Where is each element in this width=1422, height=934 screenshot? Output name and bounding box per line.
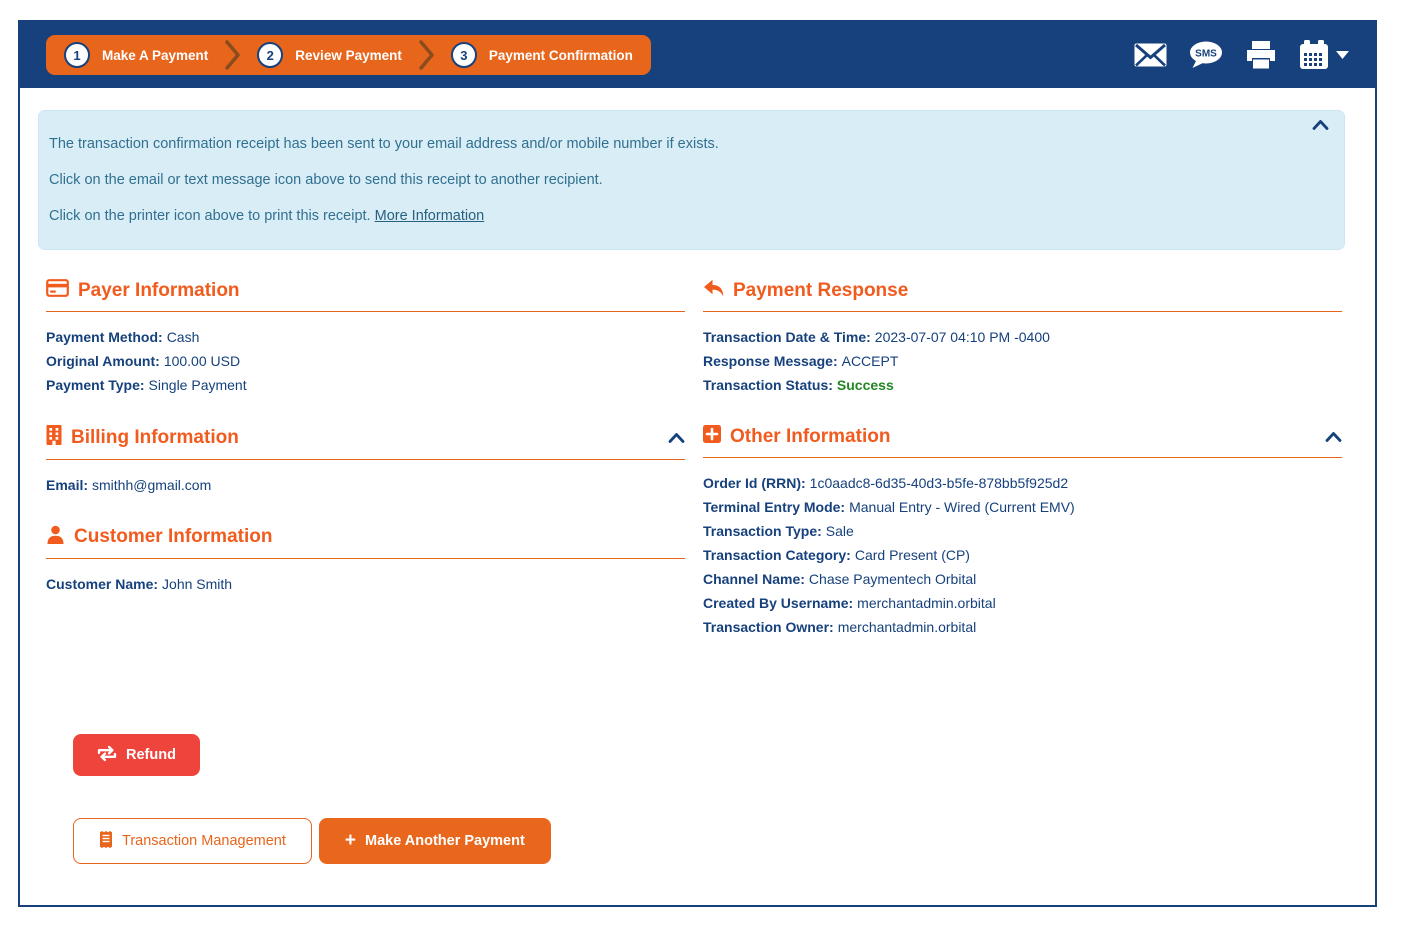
field-order-id: Order Id (RRN): 1c0aadc8-6d35-40d3-b5fe-878bb5f925d2 — [703, 475, 1069, 491]
transaction-status-success-value: Success — [836, 377, 894, 393]
make-another-payment-label: Make Another Payment — [365, 833, 525, 849]
billing-information-title: Billing Information — [71, 426, 239, 448]
step-review-payment[interactable] — [257, 42, 402, 68]
field-customer-name: Customer Name: John Smith — [46, 576, 233, 592]
field-original-amount: Original Amount: 100.00 USD — [46, 353, 241, 369]
step-2-number: 2 — [257, 42, 283, 68]
field-created-by-username: Created By Username: merchantadmin.orbital — [703, 595, 996, 611]
field-transaction-type: Transaction Type: Sale — [703, 523, 854, 539]
other-information-header — [703, 425, 1342, 458]
receipt-details — [20, 250, 1375, 640]
caret-down-icon — [1336, 46, 1349, 64]
actions-row — [73, 818, 1375, 864]
other-information-fields — [703, 458, 1342, 640]
reply-arrow-icon — [703, 279, 724, 302]
chevron-right-separator-icon — [419, 40, 434, 70]
transaction-management-button[interactable] — [73, 818, 312, 864]
calendar-icon — [1299, 40, 1329, 70]
alert-collapse-chevron-up-icon[interactable] — [1312, 120, 1329, 130]
top-navigation-bar — [20, 22, 1375, 88]
alert-line-1: The transaction confirmation receipt has been sent to your email address and/or mobile number if exists. — [49, 136, 719, 152]
field-transaction-status: Transaction Status: Success — [703, 377, 894, 393]
plus-square-icon — [703, 425, 721, 448]
field-terminal-entry-mode: Terminal Entry Mode: Manual Entry - Wired (Current EMV) — [703, 499, 1075, 515]
receipt-action-icons — [1134, 40, 1349, 70]
building-icon — [46, 425, 62, 450]
step-3-label: Payment Confirmation — [488, 47, 633, 63]
field-email: Email: smithh@gmail.com — [46, 477, 212, 493]
left-column — [46, 252, 685, 597]
receipt-icon — [99, 830, 113, 853]
step-3-number: 3 — [451, 42, 477, 68]
other-collapse-chevron-up-icon[interactable] — [1325, 432, 1342, 442]
exchange-arrows-icon — [97, 745, 117, 766]
payer-information-fields — [46, 312, 685, 398]
step-1-label: Make A Payment — [102, 47, 209, 63]
customer-information-fields — [46, 559, 685, 597]
transaction-management-label: Transaction Management — [122, 833, 286, 849]
payer-information-header — [46, 279, 685, 312]
step-payment-confirmation[interactable] — [451, 42, 633, 68]
alert-line-3: Click on the printer icon above to print this receipt. More Information — [49, 208, 485, 224]
sms-icon[interactable] — [1189, 41, 1223, 69]
field-payment-method: Payment Method: Cash — [46, 329, 200, 345]
field-transaction-owner: Transaction Owner: merchantadmin.orbital — [703, 619, 977, 635]
field-channel-name: Channel Name: Chase Paymentech Orbital — [703, 571, 977, 587]
step-1-number: 1 — [64, 42, 90, 68]
refund-button[interactable] — [73, 734, 200, 776]
other-information-title: Other Information — [730, 425, 891, 447]
payment-response-title: Payment Response — [733, 279, 909, 301]
right-column — [703, 252, 1342, 640]
billing-information-fields — [46, 460, 685, 498]
field-transaction-date-time: Transaction Date & Time: 2023-07-07 04:10 PM -0400 — [703, 329, 1050, 345]
payment-response-fields — [703, 312, 1342, 398]
field-payment-type: Payment Type: Single Payment — [46, 377, 247, 393]
user-icon — [46, 525, 65, 549]
app-container — [18, 20, 1377, 907]
bottom-actions — [20, 734, 1375, 904]
printer-icon[interactable] — [1245, 41, 1277, 69]
calendar-dropdown[interactable] — [1299, 40, 1349, 70]
alert-line-2: Click on the email or text message icon above to send this receipt to another recipient. — [49, 172, 603, 188]
credit-card-icon — [46, 279, 69, 302]
step-2-label: Review Payment — [295, 47, 402, 63]
payer-information-title: Payer Information — [78, 279, 240, 301]
chevron-right-separator-icon — [225, 40, 240, 70]
field-response-message: Response Message: ACCEPT — [703, 353, 899, 369]
receipt-info-alert — [38, 110, 1345, 250]
payment-steps-breadcrumb — [46, 35, 651, 75]
payment-response-header — [703, 279, 1342, 312]
customer-information-title: Customer Information — [74, 526, 273, 547]
field-transaction-category: Transaction Category: Card Present (CP) — [703, 547, 970, 563]
billing-collapse-chevron-up-icon[interactable] — [668, 433, 685, 443]
more-information-link[interactable]: More Information — [374, 208, 485, 224]
step-make-a-payment[interactable] — [64, 42, 208, 68]
make-another-payment-button[interactable]: + Make Another Payment — [319, 818, 551, 864]
svg-text:SMS: SMS — [1195, 48, 1217, 60]
customer-information-header — [46, 525, 685, 559]
billing-information-header — [46, 425, 685, 460]
refund-button-label: Refund — [126, 747, 176, 763]
email-icon[interactable] — [1134, 43, 1167, 67]
